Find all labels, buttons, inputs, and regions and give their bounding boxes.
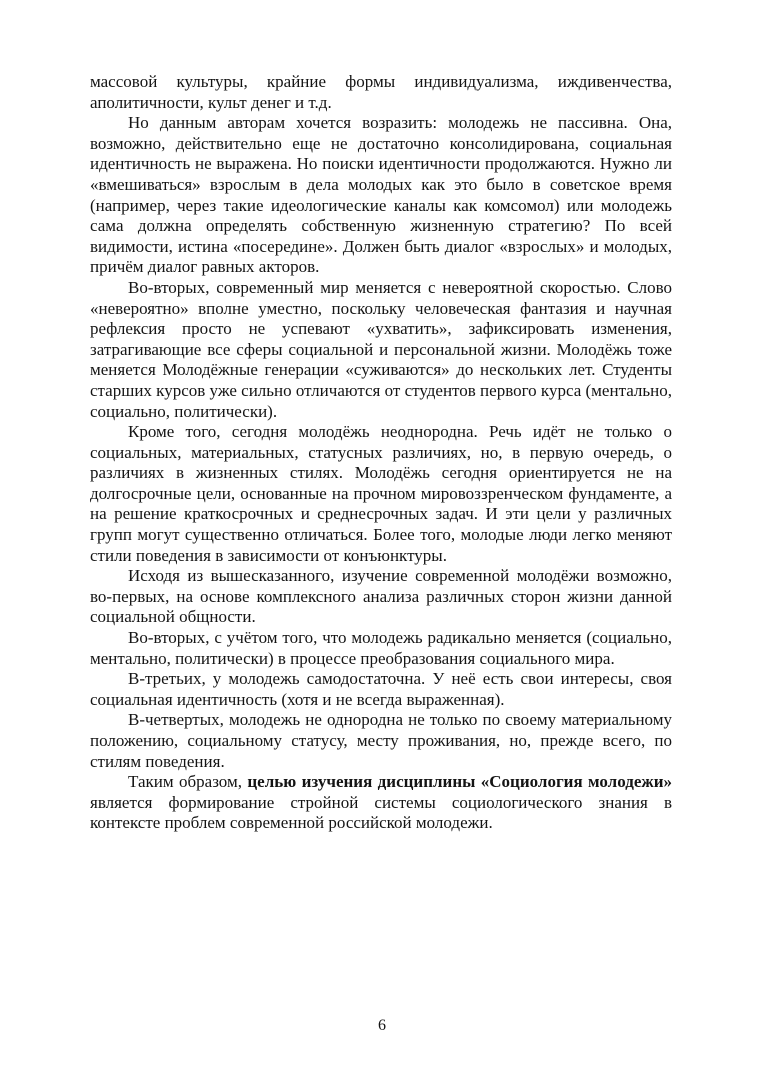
conclusion-bold-goal: целью изучения дисциплины «Социология молодежи» <box>247 772 672 792</box>
page-number: 6 <box>378 1017 386 1034</box>
paragraph: Во-вторых, с учётом того, что молодежь радикально меняется (социально, ментально, политически) в процессе преобразования социального мира. <box>90 628 672 668</box>
paragraph: Исходя из вышесказанного, изучение современной молодёжи возможно, во-первых, на основе комплексного анализа различных сторон жизни данной социальной общности. <box>90 566 672 627</box>
conclusion-lead: Таким образом, <box>128 772 248 792</box>
paragraph-continued: массовой культуры, крайние формы индивидуализма, иждивенчества, аполитичности, культ денег и т.д. <box>90 72 672 112</box>
paragraph-conclusion <box>90 772 672 834</box>
paragraph: Кроме того, сегодня молодёжь неоднородна. Речь идёт не только о социальных, материальных, статусных различиях, но, в первую очередь, о различиях в жизненных стилях. Молодёжь сегодня ориентируется не на долгосрочные цели, основанные на прочном мировоззренческом фундаменте, а на решение краткосрочных и среднесрочных задач. И эти цели у различных групп могут существенно отличаться. Более того, молодые люди легко меняют стили поведения в зависимости от конъюнктуры. <box>90 422 672 565</box>
paragraph: Во-вторых, современный мир меняется с невероятной скоростью. Слово «невероятно» вполне уместно, поскольку человеческая фантазия и научная рефлексия просто не успевают «ухватить», зафиксировать изменения, затрагивающие все сферы социальной и персональной жизни. Молодёжь тоже меняется Молодёжные генерации «суживаются» до нескольких лет. Студенты старших курсов уже сильно отличаются от студентов первого курса (ментально, социально, политически). <box>90 277 672 421</box>
paragraph: Но данным авторам хочется возразить: молодежь не пассивна. Она, возможно, действительно еще не достаточно консолидирована, социальная идентичность не выражена. Но поиски идентичности продолжаются. Нужно ли «вмешиваться» взрослым в дела молодых как это было в советское время (например, через такие идеологические каналы как комсомол) или молодежь сама должна определять собственную жизненную стратегию? По всей видимости, истина «посередине». Должен быть диалог «взрослых» и молодых, причём диалог равных акторов. <box>90 113 672 277</box>
paragraph: В-четвертых, молодежь не однородна не только по своему материальному положению, социальному статусу, месту проживания, но, прежде всего, по стилям поведения. <box>90 710 672 771</box>
document-body <box>90 72 672 834</box>
conclusion-rest: является формирование стройной системы социологического знания в контексте проблем современной российской молодежи. <box>90 792 672 833</box>
paragraph: В-третьих, у молодежь самодостаточна. У неё есть свои интересы, своя социальная идентичность (хотя и не всегда выраженная). <box>90 669 672 709</box>
